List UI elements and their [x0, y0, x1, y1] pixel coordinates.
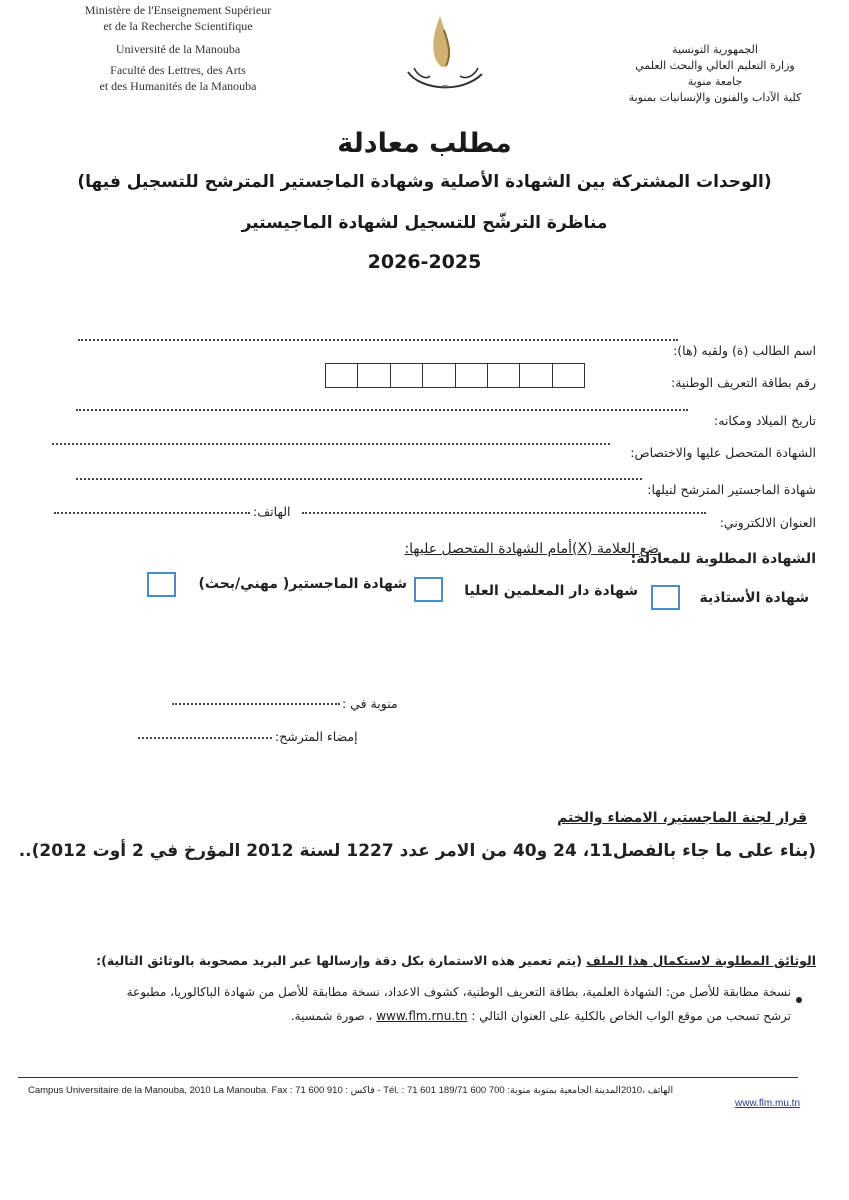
header-arabic: [600, 42, 830, 106]
ministry-fr-line2: et de la Recherche Scientifique: [103, 19, 253, 33]
faculty-fr-line1: Faculté des Lettres, des Arts: [110, 63, 246, 77]
national-id-label: رقم بطاقة التعريف الوطنية:: [670, 375, 816, 390]
ministry-ar: وزارة التعليم العالي والبحث العلمي: [635, 59, 795, 72]
national-id-boxes[interactable]: [325, 363, 585, 388]
document-subtitle: (الوحدات المشتركة بين الشهادة الأصلية وشهادة الماجستير المترشح للتسجيل فيها): [77, 172, 772, 192]
competition-title: مناظرة الترشّح للتسجيل لشهادة الماجيستير: [241, 213, 608, 233]
documents-line-1: نسخة مطابقة للأصل من: الشهادة العلمية، بطاقة التعريف الوطنية، كشوف الاعداد، نسخة مطابقة للأصل من شهادة الباكالوريا، مطبوعة: [126, 985, 791, 999]
option-ens-label: شهادة دار المعلمين العليا: [464, 583, 638, 599]
faculty-fr-line2: et des Humanités de la Manouba: [99, 79, 257, 93]
bullet-icon: [796, 997, 802, 1003]
documents-heading-note: (يتم تعمير هذه الاستمارة بكل دقة وإرسالها عبر البريد مصحوبة بالوثائق التالية):: [96, 953, 582, 968]
student-name-field[interactable]: [78, 339, 678, 341]
documents-line-2: [291, 1009, 791, 1023]
master-field[interactable]: [76, 478, 642, 480]
email-label: العنوان الالكتروني:: [719, 515, 816, 530]
phone-field[interactable]: [54, 512, 250, 514]
footer-website-link[interactable]: www.flm.mu.tn: [735, 1098, 801, 1109]
degree-field[interactable]: [52, 443, 610, 445]
academic-year: 2026-2025: [367, 251, 482, 273]
document-title: مطلب معادلة: [337, 128, 512, 159]
option-master-label: شهادة الماجستير( مهني/بحث): [198, 576, 407, 592]
phone-label: الهاتف:: [253, 504, 291, 519]
ministry-fr-line1: Ministère de l'Enseignement Supérieur: [84, 3, 272, 17]
documents-heading: [96, 953, 816, 968]
degree-label: الشهادة المتحصل عليها والاختصاص:: [630, 445, 816, 460]
faculty-logo: [400, 10, 490, 95]
university-ar: جامعة منوبة: [687, 75, 743, 88]
university-fr: Université de la Manouba: [115, 42, 241, 56]
faculty-website-link[interactable]: www.flm.rnu.tn: [376, 1009, 468, 1023]
header-french: [58, 1, 298, 96]
place-date-field[interactable]: [172, 703, 340, 705]
documents-line-2-text-a: ترشح تسحب من موقع الواب الخاص بالكلية على العنوان التالي :: [471, 1009, 791, 1023]
faculty-ar: كلية الآداب والفنون والإنسانيات بمنوبة: [628, 91, 802, 104]
master-label: شهادة الماجستير المترشح لنيلها:: [647, 482, 816, 497]
option-master-checkbox[interactable]: [147, 572, 176, 597]
birth-field[interactable]: [76, 409, 688, 411]
student-name-label: اسم الطالب (ة) ولقبه (ها):: [673, 343, 816, 358]
signature-field[interactable]: [138, 737, 272, 739]
equivalence-label: الشهادة المطلوبة للمعادلة:: [630, 551, 816, 567]
birth-label: تاريخ الميلاد ومكانه:: [714, 413, 816, 428]
svg-text:~: ~: [441, 81, 449, 90]
republic-ar: الجمهورية التونسية: [672, 43, 758, 56]
option-licence-label: شهادة الأستاذية: [699, 590, 809, 606]
signature-label: إمضاء المترشح:: [275, 729, 358, 744]
email-field[interactable]: [302, 512, 706, 514]
documents-line-2-text-b: ، صورة شمسية.: [290, 1009, 373, 1023]
decision-heading: قرار لجنة الماجستير، الامضاء والختم: [557, 810, 807, 826]
footer-address: Campus Universitaire de la Manouba, 2010 La Manouba. Fax : 71 600 910 : فاكس - Tél. : 71 601 189/71 600 700 :الهاتف ،2010المدينة الجامعية بمنوبة منوبة: [28, 1085, 674, 1096]
equivalence-instruction: ضع العلامة (X)أمام الشهادة المتحصل عليها:: [404, 541, 659, 557]
footer-divider: [18, 1077, 798, 1078]
option-ens-checkbox[interactable]: [414, 577, 443, 602]
documents-heading-main: الوثائق المطلوبة لاستكمال هذا الملف: [586, 953, 816, 968]
decision-basis: (بناء على ما جاء بالفصل11، 24 و40 من الامر عدد 1227 لسنة 2012 المؤرخ في 2 أوت 2012)..: [18, 841, 816, 861]
place-date-label: منوبة في :: [342, 696, 398, 711]
option-licence-checkbox[interactable]: [651, 585, 680, 610]
